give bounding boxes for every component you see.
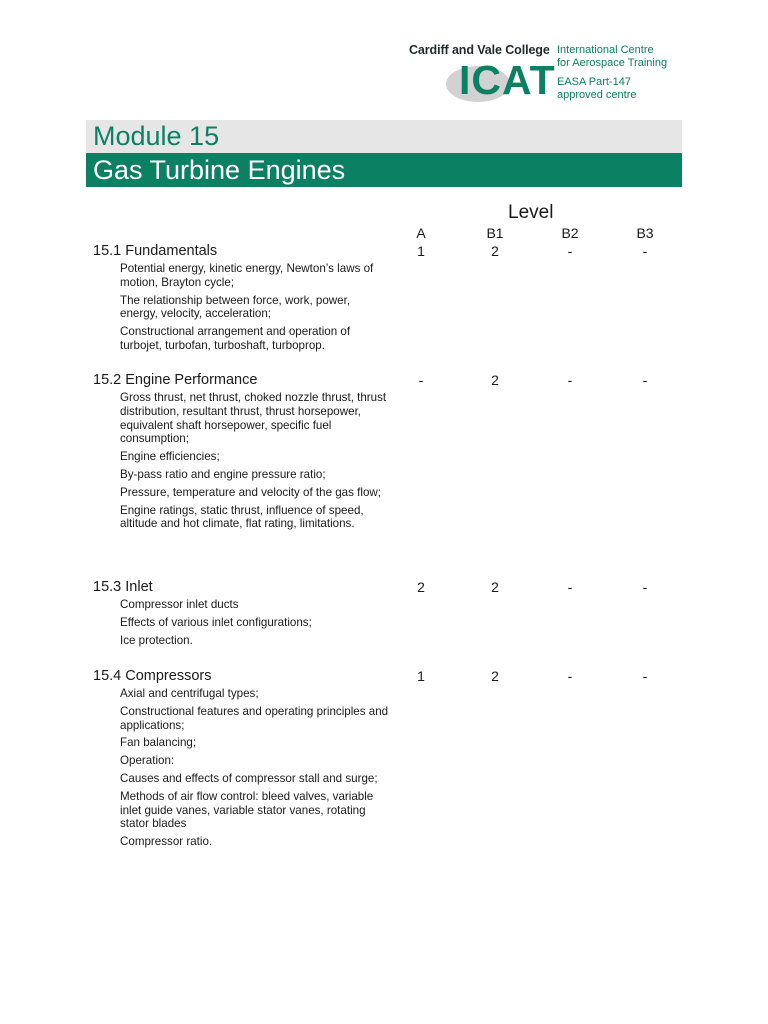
icat-logo: ICAT xyxy=(459,57,556,103)
topic-item: Effects of various inlet configurations; xyxy=(120,615,312,629)
topic-list xyxy=(120,391,390,531)
section-header xyxy=(0,371,768,391)
topic-item: Operation: xyxy=(120,754,175,768)
info-line: EASA Part-147 xyxy=(557,76,631,89)
topic-item: Causes and effects of compressor stall and surge; xyxy=(120,771,378,785)
level-value-a: 2 xyxy=(417,579,425,595)
level-value-b1: 2 xyxy=(491,668,499,684)
section-fundamentals xyxy=(0,242,768,357)
level-column-b3: B3 xyxy=(636,225,654,241)
topic-item: Ice protection. xyxy=(120,633,193,647)
topic-list xyxy=(120,262,390,353)
section-engine-performance xyxy=(0,371,768,535)
section-title: 15.2 Engine Performance xyxy=(93,372,258,388)
topic-list xyxy=(120,598,390,647)
topic-item: Compressor ratio. xyxy=(120,835,213,849)
topic-list xyxy=(120,687,390,849)
organisation-info xyxy=(557,44,667,101)
level-value-b3: - xyxy=(642,668,648,684)
module-number-band xyxy=(86,120,682,153)
topic-item: The relationship between force, work, power, energy, velocity, acceleration; xyxy=(120,293,351,321)
level-value-a: 1 xyxy=(417,668,425,684)
topic-item: Fan balancing; xyxy=(120,736,197,750)
level-value-b2: - xyxy=(567,668,573,684)
section-inlet xyxy=(0,578,768,651)
topic-item: Axial and centrifugal types; xyxy=(120,687,259,700)
section-header xyxy=(0,242,768,262)
topic-item: Constructional features and operating principles and applications; xyxy=(120,704,389,732)
level-column-a: A xyxy=(416,225,426,241)
topic-item: Constructional arrangement and operation of turbojet, turbofan, turboshaft, turboprop. xyxy=(120,325,351,352)
topic-item: Potential energy, kinetic energy, Newton’s laws of motion, Brayton cycle; xyxy=(120,262,374,289)
level-value-b1: 2 xyxy=(491,372,499,388)
level-value-a: 1 xyxy=(417,243,425,259)
level-heading: Level xyxy=(508,202,554,223)
level-value-b1: 2 xyxy=(491,243,499,259)
section-compressors xyxy=(0,667,768,853)
level-value-b3: - xyxy=(642,372,648,388)
level-value-b2: - xyxy=(567,243,573,259)
section-header xyxy=(0,578,768,598)
level-value-b2: - xyxy=(567,579,573,595)
page-header xyxy=(0,0,768,110)
level-columns xyxy=(0,225,768,243)
topic-item: Compressor inlet ducts xyxy=(120,598,239,611)
topic-item: Methods of air flow control: bleed valves, variable inlet guide vanes, variable stator vanes, rotating stator blades xyxy=(120,789,374,831)
section-title: 15.3 Inlet xyxy=(93,579,153,595)
topic-item: By-pass ratio and engine pressure ratio; xyxy=(120,467,326,481)
level-value-b3: - xyxy=(642,243,648,259)
level-value-b3: - xyxy=(642,579,648,595)
topic-item: Engine ratings, static thrust, influence of speed, altitude and hot climate, flat rating, limitations. xyxy=(120,503,364,531)
topic-item: Gross thrust, net thrust, choked nozzle thrust, thrust distribution, resultant thrust, thrust horsepower, equivalent shaft horsepower, specific fuel consumption; xyxy=(120,391,387,446)
level-column-b2: B2 xyxy=(561,225,579,241)
level-value-b2: - xyxy=(567,372,573,388)
level-column-b1: B1 xyxy=(486,225,504,241)
module-title: Gas Turbine Engines xyxy=(93,155,346,185)
college-name: Cardiff and Vale College xyxy=(409,43,550,57)
topic-item: Pressure, temperature and velocity of the gas flow; xyxy=(120,485,381,499)
level-value-a: - xyxy=(418,372,424,388)
topic-item: Engine efficiencies; xyxy=(120,450,220,464)
module-number: Module 15 xyxy=(93,121,220,151)
section-header xyxy=(0,667,768,687)
level-value-b1: 2 xyxy=(491,579,499,595)
info-line: International Centre xyxy=(557,44,654,56)
module-title-band xyxy=(86,153,682,187)
info-line: for Aerospace Training xyxy=(557,56,668,69)
section-title: 15.4 Compressors xyxy=(93,668,212,684)
info-line: approved centre xyxy=(557,88,637,101)
section-title: 15.1 Fundamentals xyxy=(93,243,218,259)
